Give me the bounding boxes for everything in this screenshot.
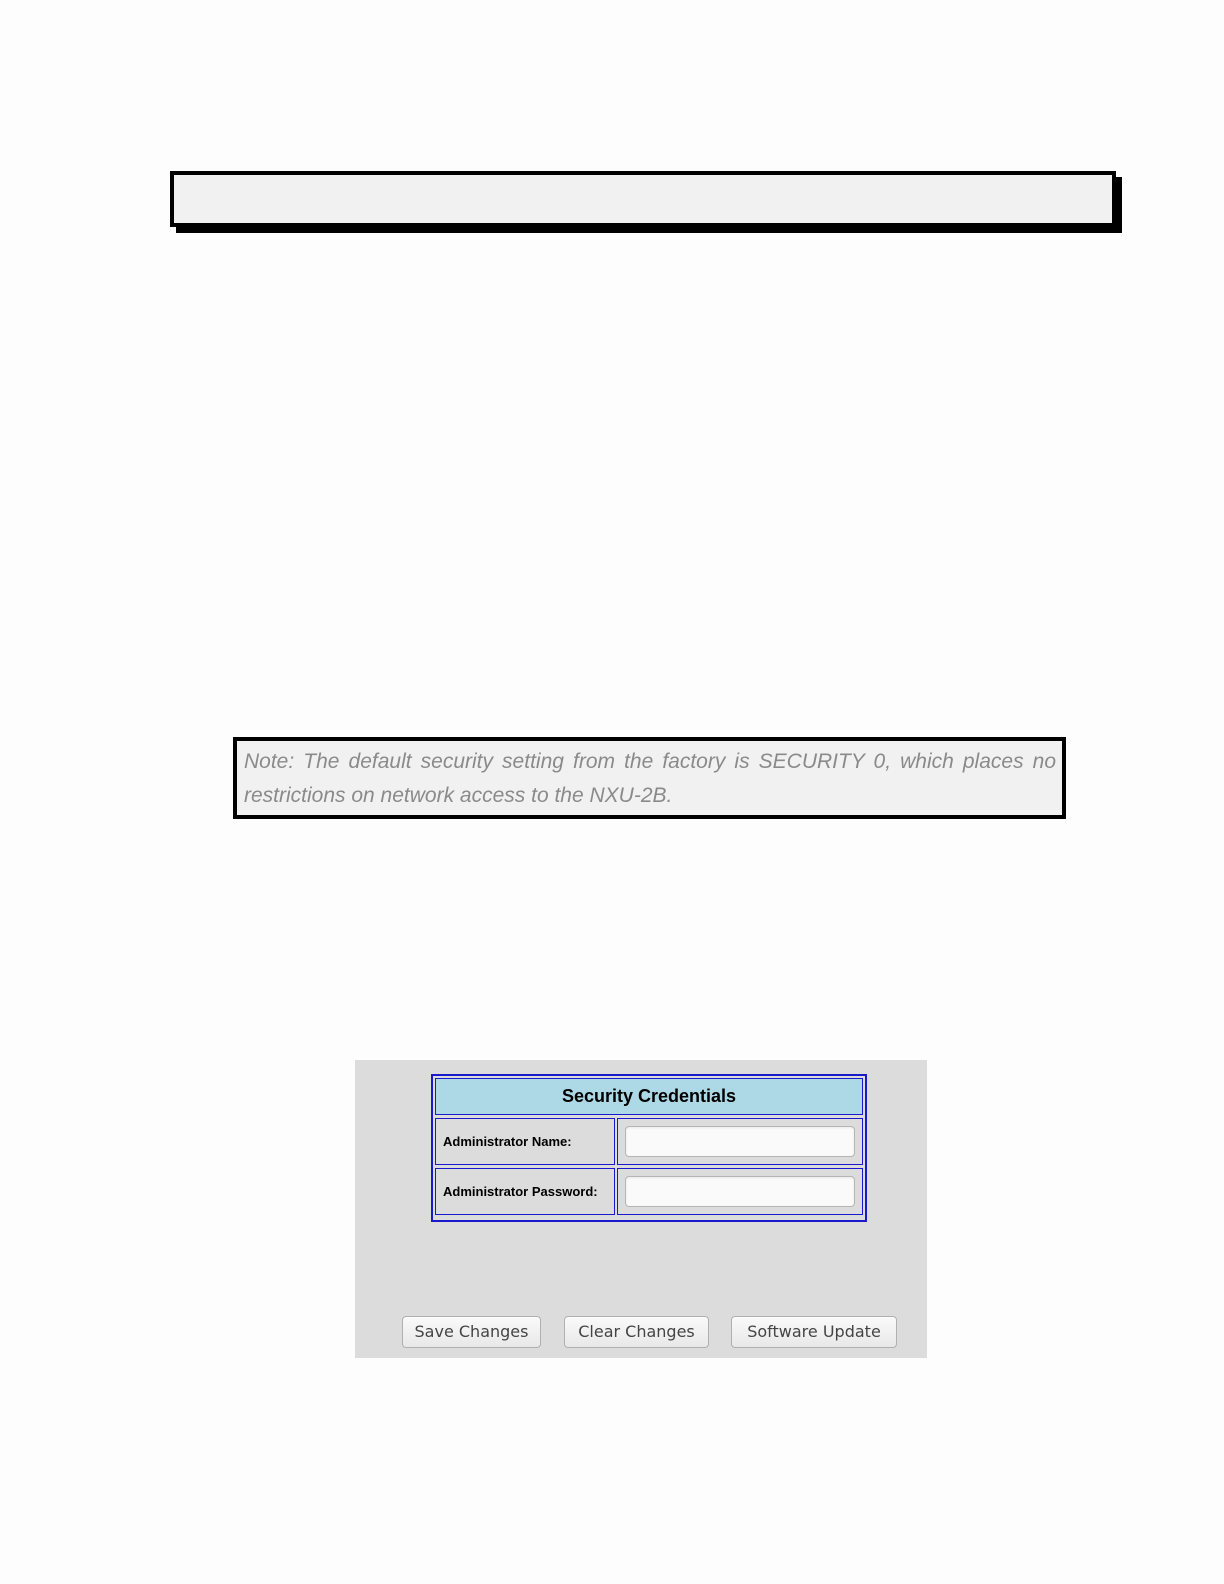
security-credentials-table — [431, 1074, 867, 1222]
software-update-button[interactable]: Software Update — [731, 1316, 897, 1348]
admin-name-input[interactable] — [625, 1126, 855, 1157]
admin-name-cell — [617, 1118, 863, 1165]
admin-password-input[interactable] — [625, 1176, 855, 1207]
clear-changes-button[interactable]: Clear Changes — [564, 1316, 709, 1348]
note-box — [233, 737, 1066, 819]
security-settings-panel — [355, 1060, 927, 1358]
admin-password-label: Administrator Password: — [435, 1168, 615, 1215]
save-changes-button[interactable]: Save Changes — [402, 1316, 541, 1348]
note-text: Note: The default security setting from the factory is SECURITY 0, which places no restrictions on network access to the NXU-2B. — [244, 750, 1056, 807]
admin-password-cell — [617, 1168, 863, 1215]
admin-name-label: Administrator Name: — [435, 1118, 615, 1165]
section-header-box — [170, 171, 1116, 227]
security-credentials-title: Security Credentials — [435, 1078, 863, 1115]
